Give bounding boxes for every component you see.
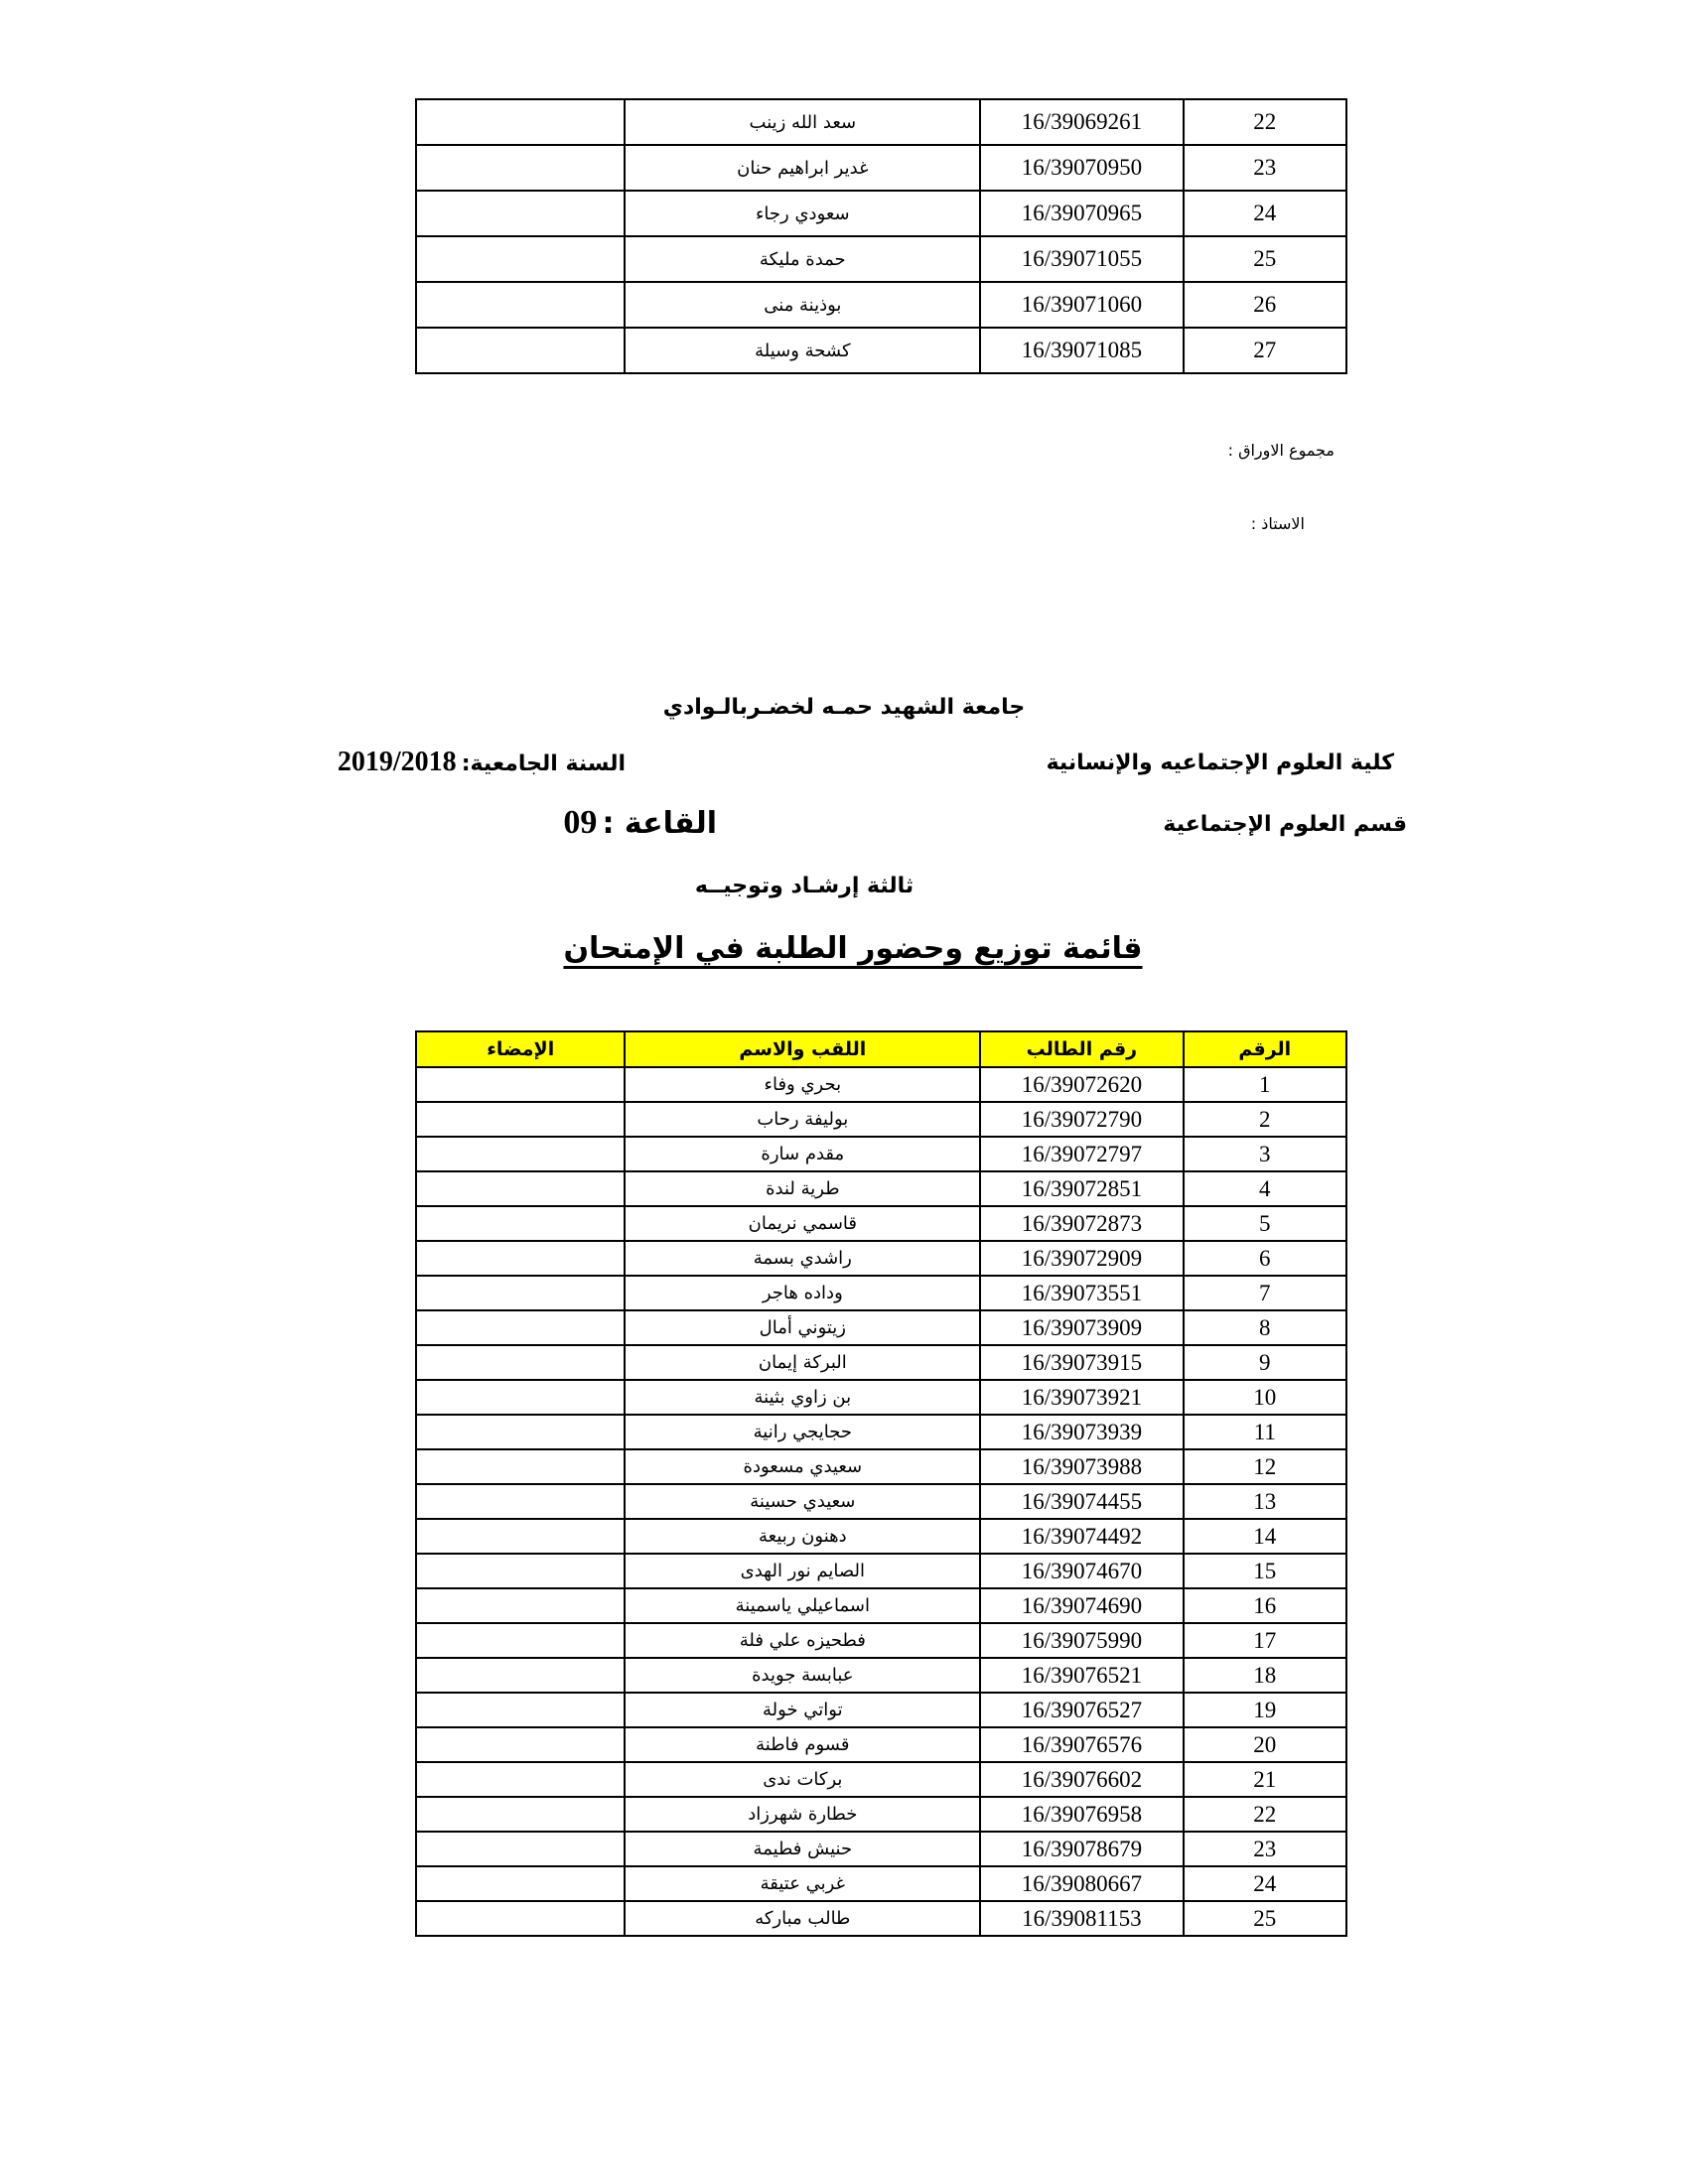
student-id-cell: 16/39069261 <box>980 99 1183 145</box>
department-name: قسم العلوم الإجتماعية <box>1163 812 1407 837</box>
table-row <box>416 1345 1346 1380</box>
student-id-cell: 16/39072790 <box>980 1102 1183 1137</box>
table-row <box>416 1241 1346 1276</box>
row-number-cell: 1 <box>1184 1067 1346 1102</box>
signature-cell[interactable] <box>416 1137 625 1171</box>
signature-cell[interactable] <box>416 1658 625 1693</box>
signature-cell[interactable] <box>416 1727 625 1762</box>
table-row <box>416 1310 1346 1345</box>
student-id-cell: 16/39073921 <box>980 1380 1183 1415</box>
table-row <box>416 1171 1346 1206</box>
signature-cell[interactable] <box>416 1554 625 1588</box>
student-id-cell: 16/39073939 <box>980 1415 1183 1449</box>
signature-cell[interactable] <box>416 191 625 236</box>
row-number-cell: 5 <box>1184 1206 1346 1241</box>
student-id-cell: 16/39071055 <box>980 236 1183 282</box>
student-name-cell: بوذينة منى <box>625 282 980 328</box>
signature-cell[interactable] <box>416 1241 625 1276</box>
row-number-cell: 12 <box>1184 1449 1346 1484</box>
table-row <box>416 1658 1346 1693</box>
student-id-cell: 16/39074670 <box>980 1554 1183 1588</box>
row-number-cell: 19 <box>1184 1693 1346 1727</box>
student-name-cell: حجايجي رانية <box>625 1415 980 1449</box>
signature-cell[interactable] <box>416 1519 625 1554</box>
signature-cell[interactable] <box>416 1623 625 1658</box>
student-id-cell: 16/39074455 <box>980 1484 1183 1519</box>
academic-year-label: السنة الجامعية: <box>461 751 626 776</box>
student-id-cell: 16/39076521 <box>980 1658 1183 1693</box>
table-row <box>416 1866 1346 1901</box>
table-row <box>416 1276 1346 1310</box>
student-name-cell: الصايم نور الهدى <box>625 1554 980 1588</box>
table-row <box>416 1797 1346 1832</box>
student-id-cell: 16/39071085 <box>980 328 1183 373</box>
table-row <box>416 1832 1346 1866</box>
student-id-cell: 16/39078679 <box>980 1832 1183 1866</box>
table-row <box>416 1102 1346 1137</box>
row-number-cell: 13 <box>1184 1484 1346 1519</box>
student-name-cell: فطحيزه علي فلة <box>625 1623 980 1658</box>
header-student-id: رقم الطالب <box>980 1031 1183 1067</box>
row-number-cell: 22 <box>1184 99 1346 145</box>
table-row <box>416 1449 1346 1484</box>
row-number-cell: 24 <box>1184 191 1346 236</box>
row-number-cell: 21 <box>1184 1762 1346 1797</box>
signature-cell[interactable] <box>416 145 625 191</box>
previous-page-table-body <box>416 99 1346 373</box>
signature-cell[interactable] <box>416 1415 625 1449</box>
student-id-cell: 16/39072873 <box>980 1206 1183 1241</box>
table-row <box>416 1693 1346 1727</box>
table-row <box>416 1554 1346 1588</box>
row-number-cell: 17 <box>1184 1623 1346 1658</box>
signature-cell[interactable] <box>416 1102 625 1137</box>
student-id-cell: 16/39072797 <box>980 1137 1183 1171</box>
student-id-cell: 16/39080667 <box>980 1866 1183 1901</box>
student-name-cell: بركات ندى <box>625 1762 980 1797</box>
table-row <box>416 1380 1346 1415</box>
signature-cell[interactable] <box>416 1762 625 1797</box>
signature-cell[interactable] <box>416 282 625 328</box>
attendance-table-body <box>416 1067 1346 1936</box>
row-number-cell: 26 <box>1184 282 1346 328</box>
student-name-cell: غدير ابراهيم حنان <box>625 145 980 191</box>
signature-cell[interactable] <box>416 1310 625 1345</box>
table-row <box>416 145 1346 191</box>
student-name-cell: كشحة وسيلة <box>625 328 980 373</box>
student-name-cell: راشدي بسمة <box>625 1241 980 1276</box>
table-row <box>416 1588 1346 1623</box>
table-row <box>416 191 1346 236</box>
header-number: الرقم <box>1184 1031 1346 1067</box>
student-name-cell: بوليفة رحاب <box>625 1102 980 1137</box>
table-row <box>416 1762 1346 1797</box>
faculty-name: كلية العلوم الإجتماعيه والإنسانية <box>1046 751 1394 775</box>
student-id-cell: 16/39076602 <box>980 1762 1183 1797</box>
signature-cell[interactable] <box>416 1832 625 1866</box>
row-number-cell: 11 <box>1184 1415 1346 1449</box>
row-number-cell: 23 <box>1184 145 1346 191</box>
hall-number: 09 <box>563 804 598 841</box>
table-row <box>416 1484 1346 1519</box>
table-row <box>416 328 1346 373</box>
table-header-row <box>416 1031 1346 1067</box>
student-name-cell: قسوم فاطنة <box>625 1727 980 1762</box>
row-number-cell: 14 <box>1184 1519 1346 1554</box>
table-row <box>416 1067 1346 1102</box>
student-name-cell: تواتي خولة <box>625 1693 980 1727</box>
row-number-cell: 22 <box>1184 1797 1346 1832</box>
student-name-cell: بن زاوي بثينة <box>625 1380 980 1415</box>
student-name-cell: حنيش فطيمة <box>625 1832 980 1866</box>
table-row <box>416 1519 1346 1554</box>
signature-cell[interactable] <box>416 328 625 373</box>
row-number-cell: 2 <box>1184 1102 1346 1137</box>
table-row <box>416 282 1346 328</box>
exam-hall <box>563 804 717 842</box>
student-name-cell: غربي عتيقة <box>625 1866 980 1901</box>
student-id-cell: 16/39071060 <box>980 282 1183 328</box>
student-name-cell: سعد الله زينب <box>625 99 980 145</box>
previous-page-table <box>415 98 1347 374</box>
student-name-cell: اسماعيلي ياسمينة <box>625 1588 980 1623</box>
header-name: اللقب والاسم <box>625 1031 980 1067</box>
student-id-cell: 16/39073551 <box>980 1276 1183 1310</box>
student-id-cell: 16/39073915 <box>980 1345 1183 1380</box>
student-id-cell: 16/39081153 <box>980 1901 1183 1936</box>
student-name-cell: بحري وفاء <box>625 1067 980 1102</box>
student-id-cell: 16/39076576 <box>980 1727 1183 1762</box>
signature-cell[interactable] <box>416 1866 625 1901</box>
signature-cell[interactable] <box>416 1206 625 1241</box>
academic-year <box>338 747 626 778</box>
row-number-cell: 8 <box>1184 1310 1346 1345</box>
row-number-cell: 7 <box>1184 1276 1346 1310</box>
table-row <box>416 1727 1346 1762</box>
student-name-cell: دهنون ربيعة <box>625 1519 980 1554</box>
table-row <box>416 99 1346 145</box>
row-number-cell: 20 <box>1184 1727 1346 1762</box>
header-signature: الإمضاء <box>416 1031 625 1067</box>
total-sheets-label: مجموع الاوراق : <box>1227 441 1335 460</box>
student-id-cell: 16/39073909 <box>980 1310 1183 1345</box>
signature-cell[interactable] <box>416 1276 625 1310</box>
row-number-cell: 16 <box>1184 1588 1346 1623</box>
signature-cell[interactable] <box>416 1484 625 1519</box>
student-name-cell: عبابسة جويدة <box>625 1658 980 1693</box>
student-id-cell: 16/39074492 <box>980 1519 1183 1554</box>
student-id-cell: 16/39073988 <box>980 1449 1183 1484</box>
table-row <box>416 1206 1346 1241</box>
row-number-cell: 23 <box>1184 1832 1346 1866</box>
signature-cell[interactable] <box>416 1067 625 1102</box>
student-name-cell: حمدة مليكة <box>625 236 980 282</box>
signature-cell[interactable] <box>416 1797 625 1832</box>
signature-cell[interactable] <box>416 1588 625 1623</box>
student-name-cell: طالب مباركه <box>625 1901 980 1936</box>
signature-cell[interactable] <box>416 1901 625 1936</box>
student-name-cell: مقدم سارة <box>625 1137 980 1171</box>
signature-cell[interactable] <box>416 1693 625 1727</box>
row-number-cell: 18 <box>1184 1658 1346 1693</box>
row-number-cell: 9 <box>1184 1345 1346 1380</box>
student-name-cell: البركة إيمان <box>625 1345 980 1380</box>
student-name-cell: خطارة شهرزاد <box>625 1797 980 1832</box>
row-number-cell: 24 <box>1184 1866 1346 1901</box>
student-id-cell: 16/39072909 <box>980 1241 1183 1276</box>
row-number-cell: 10 <box>1184 1380 1346 1415</box>
attendance-table <box>415 1030 1347 1937</box>
signature-cell[interactable] <box>416 1449 625 1484</box>
row-number-cell: 6 <box>1184 1241 1346 1276</box>
row-number-cell: 3 <box>1184 1137 1346 1171</box>
student-name-cell: وداده هاجر <box>625 1276 980 1310</box>
row-number-cell: 25 <box>1184 1901 1346 1936</box>
student-id-cell: 16/39075990 <box>980 1623 1183 1658</box>
signature-cell[interactable] <box>416 1380 625 1415</box>
hall-label: القاعة : <box>602 806 717 841</box>
student-id-cell: 16/39074690 <box>980 1588 1183 1623</box>
table-row <box>416 1415 1346 1449</box>
row-number-cell: 4 <box>1184 1171 1346 1206</box>
university-name: جامعة الشهيد حمـه لخضـربالـوادي <box>662 695 1026 720</box>
student-id-cell: 16/39070950 <box>980 145 1183 191</box>
academic-year-value: 2019/2018 <box>337 747 457 777</box>
table-row <box>416 1137 1346 1171</box>
student-name-cell: سعيدي مسعودة <box>625 1449 980 1484</box>
student-name-cell: طرية لندة <box>625 1171 980 1206</box>
student-id-cell: 16/39072620 <box>980 1067 1183 1102</box>
table-row <box>416 236 1346 282</box>
signature-cell[interactable] <box>416 99 625 145</box>
page-title: قائمة توزيع وحضور الطلبة في الإمتحان <box>563 931 1143 966</box>
student-id-cell: 16/39072851 <box>980 1171 1183 1206</box>
signature-cell[interactable] <box>416 1345 625 1380</box>
student-name-cell: سعيدي حسينة <box>625 1484 980 1519</box>
row-number-cell: 27 <box>1184 328 1346 373</box>
level-name: ثالثة إرشـاد وتوجيــه <box>694 874 914 898</box>
student-id-cell: 16/39076527 <box>980 1693 1183 1727</box>
professor-label: الاستاذ : <box>1250 514 1305 533</box>
student-id-cell: 16/39070965 <box>980 191 1183 236</box>
row-number-cell: 25 <box>1184 236 1346 282</box>
table-row <box>416 1623 1346 1658</box>
table-row <box>416 1901 1346 1936</box>
student-id-cell: 16/39076958 <box>980 1797 1183 1832</box>
row-number-cell: 15 <box>1184 1554 1346 1588</box>
student-name-cell: قاسمي نريمان <box>625 1206 980 1241</box>
student-name-cell: سعودي رجاء <box>625 191 980 236</box>
student-name-cell: زيتوني أمال <box>625 1310 980 1345</box>
signature-cell[interactable] <box>416 236 625 282</box>
signature-cell[interactable] <box>416 1171 625 1206</box>
